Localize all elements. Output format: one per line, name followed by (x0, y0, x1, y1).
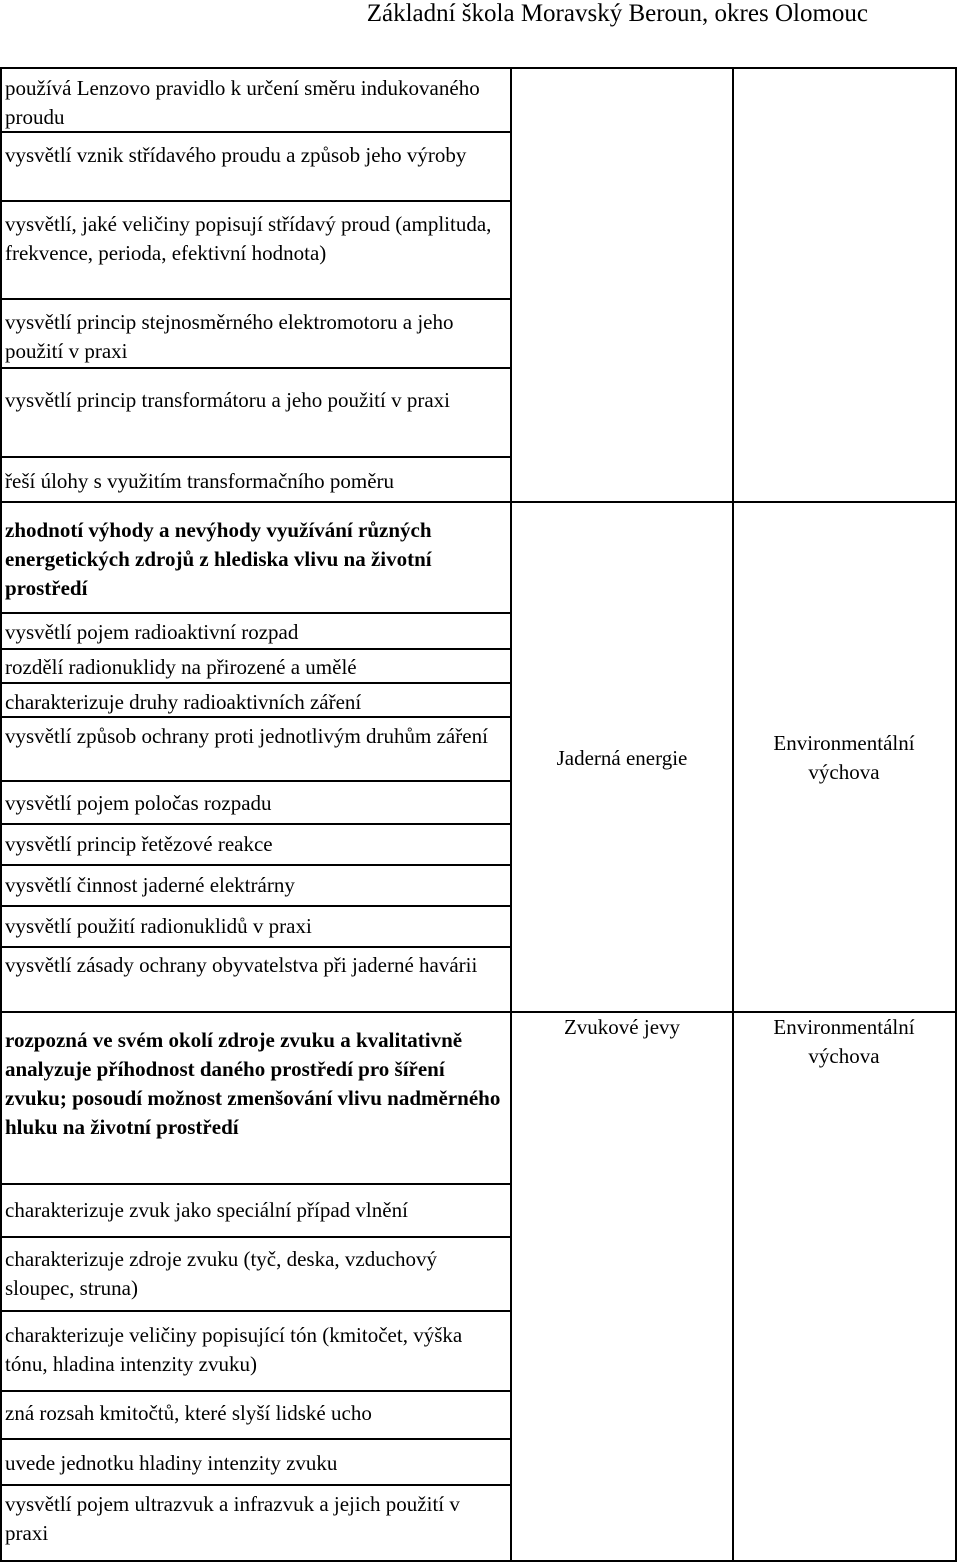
cross-topic-cell: Environmentální výchova (773, 731, 915, 784)
page-header: Základní škola Moravský Beroun, okres Olomouc (366, 0, 868, 27)
outcome-cell: vysvětlí způsob ochrany proti jednotlivým druhům záření (5, 724, 488, 748)
column-divider (732, 67, 734, 1562)
row-divider (0, 1438, 512, 1440)
outcome-cell: vysvětlí princip řetězové reakce (5, 832, 273, 856)
row-divider (0, 200, 512, 202)
row-divider (0, 456, 512, 458)
outcome-cell: vysvětlí pojem radioaktivní rozpad (5, 620, 299, 644)
cross-topic-cell: Environmentální výchova (773, 1015, 915, 1068)
outcome-cell: charakterizuje druhy radioaktivních záření (5, 690, 362, 714)
row-divider (0, 1183, 512, 1185)
outcome-cell: vysvětlí pojem ultrazvuk a infrazvuk a jejich použití v praxi (5, 1492, 460, 1545)
outcome-cell: rozdělí radionuklidy na přirozené a umělé (5, 655, 357, 679)
outcome-cell: zhodnotí výhody a nevýhody využívání různých energetických zdrojů z hlediska vlivu na životní prostředí (5, 518, 432, 600)
outcome-cell: vysvětlí použití radionuklidů v praxi (5, 914, 312, 938)
row-divider (0, 780, 512, 782)
outcome-cell: zná rozsah kmitočtů, které slyší lidské ucho (5, 1401, 372, 1425)
outcome-cell: charakterizuje zdroje zvuku (tyč, deska, vzduchový sloupec, struna) (5, 1247, 438, 1300)
row-divider (0, 864, 512, 866)
row-divider (0, 1390, 512, 1392)
outcome-cell: řeší úlohy s využitím transformačního poměru (5, 469, 395, 493)
outcome-cell: vysvětlí, jaké veličiny popisují střídavý proud (amplituda, frekvence, perioda, efektivní hodnota) (5, 212, 492, 265)
row-divider (0, 682, 512, 684)
outcome-cell: charakterizuje zvuk jako speciální případ vlnění (5, 1198, 408, 1222)
outcome-cell: rozpozná ve svém okolí zdroje zvuku a kvalitativně analyzuje příhodnost daného prostředí pro šíření zvuku; posoudí možnost zmenšování vlivu nadměrného hluku na životní prostředí (5, 1028, 501, 1139)
row-divider (0, 298, 512, 300)
outcome-cell: vysvětlí zásady ochrany obyvatelstva při jaderné havárii (5, 953, 478, 977)
outcome-cell: vysvětlí pojem poločas rozpadu (5, 791, 272, 815)
topic-cell: Zvukové jevy (563, 1015, 681, 1039)
outcome-cell: charakterizuje veličiny popisující tón (kmitočet, výška tónu, hladina intenzity zvuku) (5, 1323, 463, 1376)
row-divider (0, 1310, 512, 1312)
outcome-cell: používá Lenzovo pravidlo k určení směru indukovaného proudu (5, 76, 480, 129)
row-divider (0, 946, 512, 948)
row-divider (0, 648, 512, 650)
topic-cell: Jaderná energie (556, 746, 688, 770)
outcome-cell: uvede jednotku hladiny intenzity zvuku (5, 1451, 338, 1475)
row-divider (0, 612, 512, 614)
row-divider (0, 905, 512, 907)
outcome-cell: vysvětlí vznik střídavého proudu a způsob jeho výroby (5, 143, 467, 167)
column-divider (510, 67, 512, 1562)
outcome-cell: vysvětlí princip stejnosměrného elektromotoru a jeho použití v praxi (5, 310, 454, 363)
outcome-cell: vysvětlí princip transformátoru a jeho použití v praxi (5, 388, 450, 412)
row-divider (0, 1236, 512, 1238)
section-divider (0, 501, 957, 503)
row-divider (0, 823, 512, 825)
row-divider (0, 367, 512, 369)
row-divider (0, 1484, 512, 1486)
outcome-cell: vysvětlí činnost jaderné elektrárny (5, 873, 295, 897)
